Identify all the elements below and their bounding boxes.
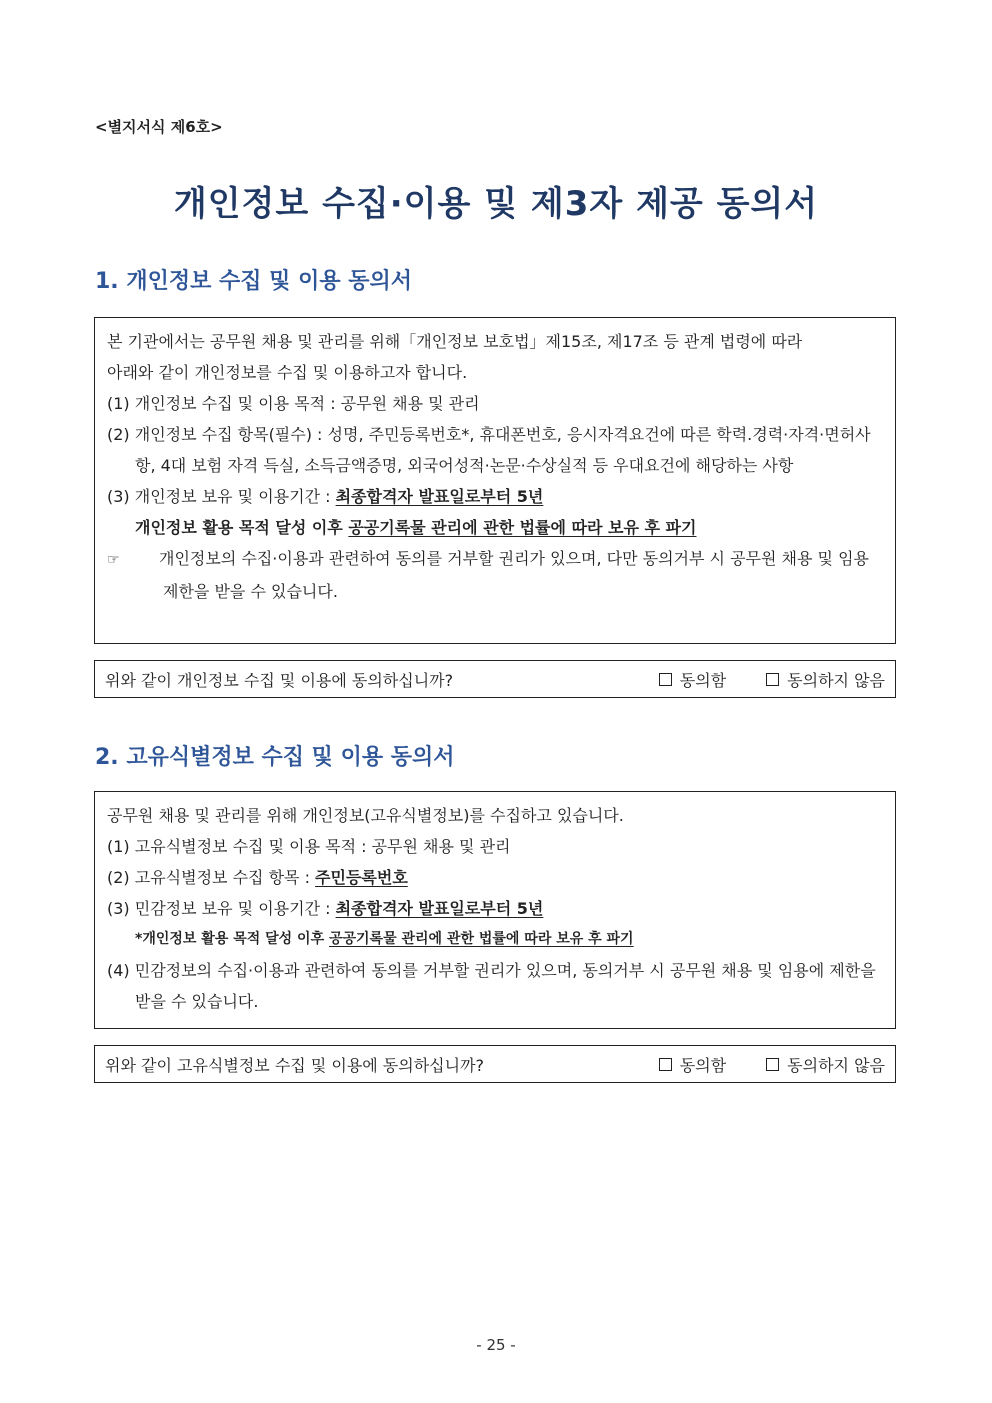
- section1-item3-line2: [107, 512, 883, 543]
- consent1-question: 위와 같이 개인정보 수집 및 이용에 동의하십니까?: [105, 670, 454, 690]
- consent1-agree-option[interactable]: [659, 668, 726, 691]
- consent2-agree-label: 동의함: [679, 1055, 727, 1075]
- section1-heading: 1. 개인정보 수집 및 이용 동의서: [95, 269, 412, 294]
- consent2-agree-checkbox[interactable]: [659, 1058, 672, 1071]
- form-number-label: <별지서식 제6호>: [95, 118, 223, 136]
- consent2-disagree-label: 동의하지 않음: [787, 1055, 885, 1075]
- section2-item4: (4) 민감정보의 수집·이용과 관련하여 동의를 거부할 권리가 있으며, 동의거부 시 공무원 채용 및 임용에 제한을 받을 수 있습니다.: [107, 961, 876, 1011]
- section2-item3-prefix: (3) 민감정보 보유 및 이용기간 :: [107, 899, 336, 918]
- document-title: 개인정보 수집·이용 및 제3자 제공 동의서: [173, 184, 819, 224]
- section1-item1: (1) 개인정보 수집 및 이용 목적 : 공무원 채용 및 관리: [107, 394, 480, 413]
- consent1-row: [94, 660, 896, 698]
- section2-content-box: [94, 791, 896, 1029]
- consent1-agree-checkbox[interactable]: [659, 673, 672, 686]
- section1-note-text: 개인정보의 수집·이용과 관련하여 동의를 거부할 권리가 있으며, 다만 동의거부 시 공무원 채용 및 임용 제한을 받을 수 있습니다.: [159, 549, 869, 601]
- section1-item3-line2-emphasis: 공공기록물 관리에 관한 법률에 따라 보유 후 파기: [348, 518, 697, 537]
- section1-intro-line1: 본 기관에서는 공무원 채용 및 관리를 위해「개인정보 보호법」제15조, 제17조 등 관계 법령에 따라: [107, 332, 803, 351]
- section1-item3-emphasis: 최종합격자 발표일로부터 5년: [335, 487, 544, 506]
- section2-item2-prefix: (2) 고유식별정보 수집 항목 :: [107, 868, 316, 887]
- section2-item3-note-emphasis: 공공기록물 관리에 관한 법률에 따라 보유 후 파기: [328, 931, 634, 947]
- section2-item3-note: [107, 924, 883, 955]
- section1-content-box: [94, 317, 896, 644]
- consent1-agree-label: 동의함: [679, 670, 727, 690]
- consent2-agree-option[interactable]: [659, 1053, 726, 1076]
- consent2-row: [94, 1045, 896, 1083]
- section2-item2-emphasis: 주민등록번호: [315, 868, 408, 887]
- pointing-hand-icon: ☞: [107, 552, 120, 568]
- section1-item3-line2-pre: 개인정보 활용 목적 달성 이후: [135, 518, 349, 537]
- section2-item3-note-pre: *개인정보 활용 목적 달성 이후: [135, 931, 329, 947]
- consent1-disagree-label: 동의하지 않음: [787, 670, 885, 690]
- page-number: - 25 -: [476, 1336, 516, 1354]
- section2-item3: [107, 893, 883, 924]
- consent2-disagree-option[interactable]: [766, 1053, 885, 1076]
- section1-note: [107, 543, 883, 607]
- section2-item2: [107, 862, 883, 893]
- consent1-disagree-checkbox[interactable]: [766, 673, 779, 686]
- section2-intro: 공무원 채용 및 관리를 위해 개인정보(고유식별정보)를 수집하고 있습니다.: [107, 806, 624, 825]
- section1-item2: (2) 개인정보 수집 항목(필수) : 성명, 주민등록번호*, 휴대폰번호, 응시자격요건에 따른 학력.경력·자격·면허사항, 4대 보험 자격 득실, 소득금액증명, 외국어성적·논문·수상실적 등 우대요건에 해당하는 사항: [107, 425, 871, 475]
- consent1-disagree-option[interactable]: [766, 668, 885, 691]
- consent2-question: 위와 같이 고유식별정보 수집 및 이용에 동의하십니까?: [105, 1055, 485, 1075]
- section2-item1: (1) 고유식별정보 수집 및 이용 목적 : 공무원 채용 및 관리: [107, 837, 511, 856]
- section1-intro-line2: 아래와 같이 개인정보를 수집 및 이용하고자 합니다.: [107, 363, 468, 382]
- consent2-disagree-checkbox[interactable]: [766, 1058, 779, 1071]
- section2-heading: 2. 고유식별정보 수집 및 이용 동의서: [95, 745, 455, 770]
- section1-item3: [107, 481, 883, 512]
- section1-item3-prefix: (3) 개인정보 보유 및 이용기간 :: [107, 487, 336, 506]
- section2-item3-emphasis: 최종합격자 발표일로부터 5년: [335, 899, 544, 918]
